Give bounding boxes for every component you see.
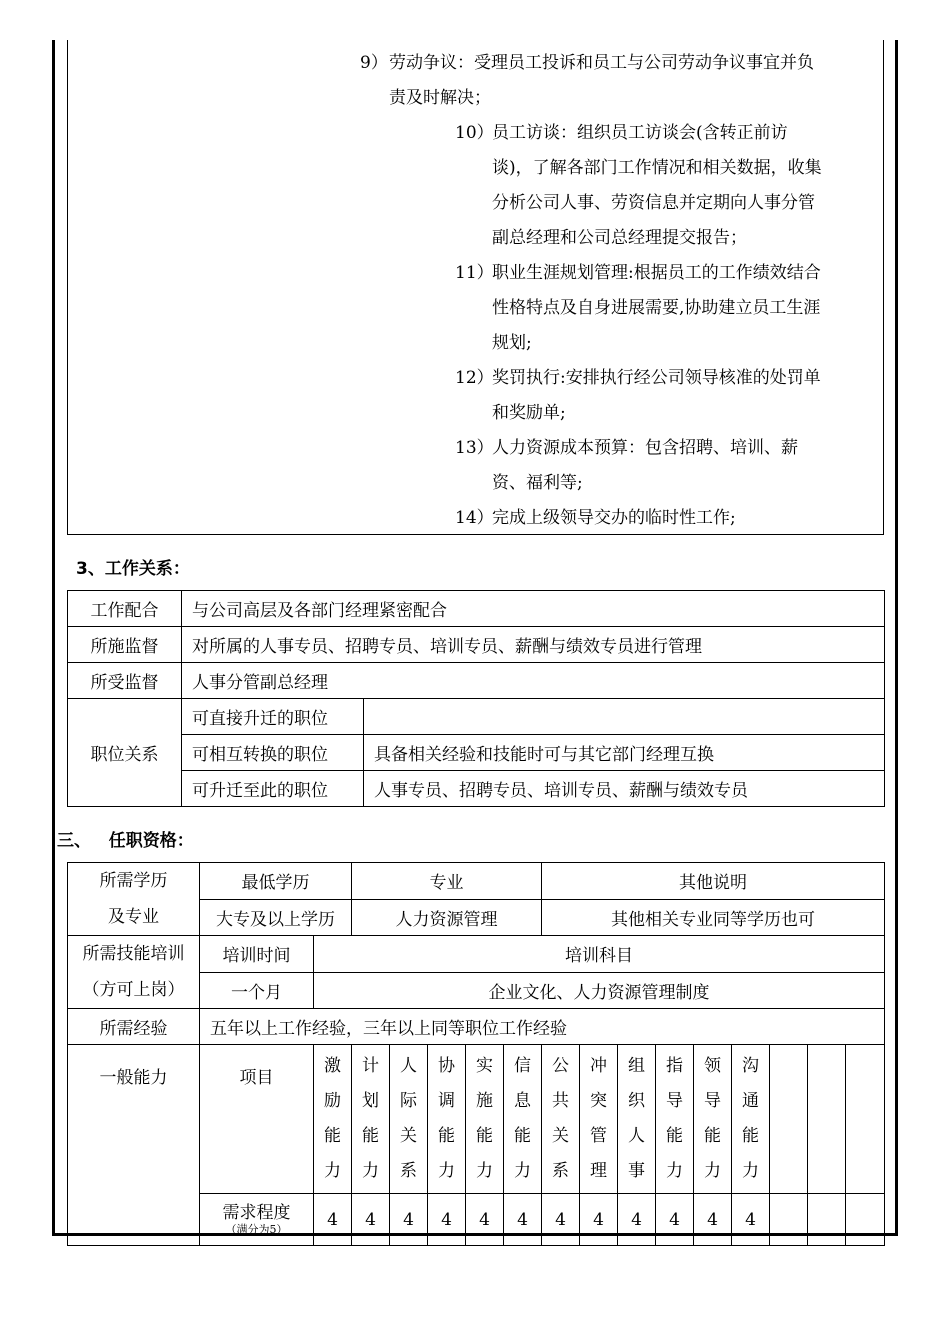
cell-label: [68, 863, 200, 936]
duty-item-9: [360, 46, 814, 116]
cell-sublabel: 可升迁至此的职位: [182, 771, 364, 807]
table-row: [68, 735, 885, 771]
cell-label: 一般能力: [68, 1045, 200, 1246]
ability-item-11: [732, 1045, 770, 1194]
ability-score-empty: [808, 1194, 846, 1246]
ability-score-empty: [770, 1194, 808, 1246]
ability-item-name: 信 息 能 力: [514, 1056, 532, 1181]
cell-label: 所需经验: [68, 1009, 200, 1045]
section-work-relations-title: 3、工作关系：: [76, 559, 190, 579]
ability-score: 4: [732, 1194, 770, 1246]
cell-label: 所受监督: [68, 663, 182, 699]
ability-score: 4: [542, 1194, 580, 1246]
table-row: [68, 663, 885, 699]
cell-header: 培训科目: [314, 936, 885, 973]
ability-item-name: 沟 通 能 力: [742, 1056, 760, 1181]
duty-line: 责及时解决；: [389, 88, 491, 108]
section-qualifications-title: 三、 任职资格：: [57, 831, 194, 851]
training-label-1: 所需技能培训: [82, 944, 185, 964]
cell-label: [68, 936, 200, 1009]
ability-item-name: 公 共 关 系: [552, 1056, 570, 1181]
cell-header: 培训时间: [200, 936, 314, 973]
cell-header: 专业: [352, 863, 542, 900]
ability-item-name: 实 施 能 力: [476, 1056, 493, 1181]
table-row: [68, 863, 885, 900]
table-row: [68, 627, 885, 663]
cell-header: [200, 1194, 314, 1246]
duty-line: 性格特点及自身进展需要,协助建立员工生涯: [492, 298, 821, 318]
table-row: [68, 591, 885, 627]
duty-num: 14）: [455, 508, 494, 528]
duty-line: 奖罚执行:安排执行经公司领导核准的处罚单: [492, 368, 821, 388]
duty-line: 规划;: [492, 333, 532, 353]
cell-value: [364, 699, 885, 735]
duty-item-10: [455, 116, 822, 256]
table-row: [68, 771, 885, 807]
ability-item-name: 组 织 人 事: [628, 1056, 646, 1181]
cell-value: 人事专员、招聘专员、培训专员、薪酬与绩效专员: [364, 771, 885, 807]
ability-score: 4: [504, 1194, 542, 1246]
duty-num: 13）: [455, 438, 494, 458]
ability-score: 4: [428, 1194, 466, 1246]
ability-item-name: 人 际 关 系: [400, 1056, 417, 1181]
cell-label: 职位关系: [68, 699, 182, 807]
ability-item-empty: [846, 1045, 885, 1194]
duty-item-14: [455, 501, 736, 536]
duty-line: 资、福利等;: [492, 473, 583, 493]
ability-item-name: 协 调 能 力: [438, 1056, 455, 1181]
cell-value: 企业文化、人力资源管理制度: [314, 972, 885, 1009]
req-label: 需求程度: [222, 1202, 291, 1223]
table-row: [68, 936, 885, 973]
duty-line: 完成上级领导交办的临时性工作;: [492, 508, 736, 528]
table-row: [68, 1045, 885, 1194]
duty-line: 副总经理和公司总经理提交报告；: [492, 228, 747, 248]
ability-item-0: [314, 1045, 352, 1194]
cell-value: 人力资源管理: [352, 899, 542, 936]
training-label-2: （方可上岗）: [82, 980, 185, 1000]
duty-num: 11）: [455, 263, 494, 283]
duty-line: 职业生涯规划管理:根据员工的工作绩效结合: [492, 263, 821, 283]
work-relations-table: [67, 590, 885, 807]
duty-line: 劳动争议：受理员工投诉和员工与公司劳动争议事宜并负: [389, 53, 814, 73]
edu-label-2: 及专业: [108, 907, 159, 927]
table-row: [68, 699, 885, 735]
duty-line: 分析公司人事、劳资信息并定期向人事分管: [492, 193, 815, 213]
ability-item-empty: [770, 1045, 808, 1194]
ability-item-7: [580, 1045, 618, 1194]
duty-line: 人力资源成本预算：包含招聘、培训、薪: [492, 438, 798, 458]
ability-score: 4: [694, 1194, 732, 1246]
cell-value: 具备相关经验和技能时可与其它部门经理互换: [364, 735, 885, 771]
ability-score: 4: [580, 1194, 618, 1246]
ability-score: 4: [314, 1194, 352, 1246]
ability-item-1: [352, 1045, 390, 1194]
ability-item-6: [542, 1045, 580, 1194]
cell-value: 人事分管副总经理: [182, 663, 885, 699]
table-row: [68, 1009, 885, 1045]
edu-label-1: 所需学历: [99, 871, 168, 891]
ability-item-4: [466, 1045, 504, 1194]
ability-item-name: 激 励 能 力: [324, 1056, 341, 1181]
ability-item-8: [618, 1045, 656, 1194]
cell-value: 其他相关专业同等学历也可: [542, 899, 885, 936]
cell-header: 其他说明: [542, 863, 885, 900]
cell-value: 大专及以上学历: [200, 899, 352, 936]
ability-item-name: 领 导 能 力: [704, 1056, 722, 1181]
cell-sublabel: 可直接升迁的职位: [182, 699, 364, 735]
ability-item-5: [504, 1045, 542, 1194]
cell-value: 与公司高层及各部门经理紧密配合: [182, 591, 885, 627]
cell-value: 五年以上工作经验，三年以上同等职位工作经验: [200, 1009, 885, 1045]
ability-score: 4: [656, 1194, 694, 1246]
ability-item-name: 计 划 能 力: [362, 1056, 379, 1181]
req-note: （满分为5）: [225, 1222, 288, 1236]
cell-header: 项目: [200, 1045, 314, 1194]
ability-item-10: [694, 1045, 732, 1194]
ability-item-name: 冲 突 管 理: [590, 1056, 608, 1181]
ability-item-3: [428, 1045, 466, 1194]
ability-score-empty: [846, 1194, 885, 1246]
duty-item-11: [455, 256, 821, 361]
ability-score: 4: [618, 1194, 656, 1246]
duty-num: 9）: [360, 53, 388, 73]
duty-line: 员工访谈：组织员工访谈会(含转正前访: [492, 123, 788, 143]
duty-line: 谈)，了解各部门工作情况和相关数据，收集: [492, 158, 822, 178]
ability-item-2: [390, 1045, 428, 1194]
duty-line: 和奖励单;: [492, 403, 566, 423]
duty-item-12: [455, 361, 821, 431]
ability-item-9: [656, 1045, 694, 1194]
ability-item-empty: [808, 1045, 846, 1194]
cell-value: 对所属的人事专员、招聘专员、培训专员、薪酬与绩效专员进行管理: [182, 627, 885, 663]
cell-label: 工作配合: [68, 591, 182, 627]
ability-score: 4: [466, 1194, 504, 1246]
ability-score: 4: [352, 1194, 390, 1246]
duty-item-13: [455, 431, 798, 501]
ability-score: 4: [390, 1194, 428, 1246]
cell-value: 一个月: [200, 972, 314, 1009]
cell-sublabel: 可相互转换的职位: [182, 735, 364, 771]
duty-num: 10）: [455, 123, 494, 143]
ability-item-name: 指 导 能 力: [666, 1056, 684, 1181]
cell-header: 最低学历: [200, 863, 352, 900]
cell-label: 所施监督: [68, 627, 182, 663]
duty-num: 12）: [455, 368, 494, 388]
qualifications-table: [67, 862, 885, 1246]
